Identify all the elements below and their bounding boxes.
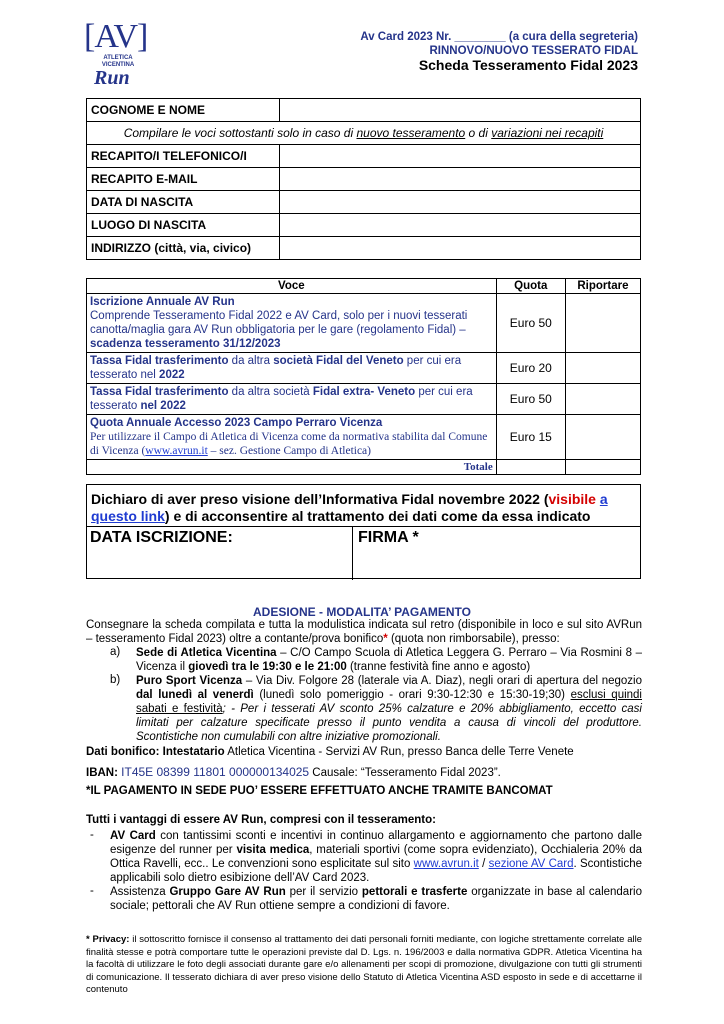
address-field[interactable] [280, 237, 641, 260]
name-field[interactable] [280, 99, 641, 122]
email-field[interactable] [280, 168, 641, 191]
fee-transfer-veneto: Tassa Fidal trasferimento da altra società Fidal del Veneto per cui era tesserato nel 2022 [87, 353, 497, 384]
page-title: Scheda Tesseramento Fidal 2023 [418, 57, 638, 73]
fee-amount: Euro 50 [496, 294, 565, 353]
column-header-voce: Voce [87, 279, 497, 294]
table-row [87, 99, 641, 122]
renewal-line: RINNOVO/NUOVO TESSERATO FIDAL [429, 45, 638, 57]
column-header-quota: Quota [496, 279, 565, 294]
signature-row [86, 526, 641, 580]
fee-transfer-extra-veneto: Tassa Fidal trasferimento da altra società Fidal extra- Veneto per cui era tesserato nel 2022 [87, 384, 497, 415]
logo-subtitle: ATLETICA VICENTINA [101, 55, 135, 68]
benefit-race-group: Assistenza Gruppo Gare AV Run per il servizio pettorali e trasferte organizzate in base al calendario sociale; pettorali che AV Run ottiene sempre a condizioni di favore. [110, 886, 642, 912]
field-label-birthplace: LUOGO DI NASCITA [87, 214, 280, 237]
table-row [87, 145, 641, 168]
report-field[interactable] [565, 294, 640, 353]
fee-field-access: Quota Annuale Accesso 2023 Campo Perraro Vicenza Per utilizzare il Campo di Atletica di Vicenza come da normativa stabilita dal Comune di Vicenza (www.avrun.it – sez. Gestione Campo di Atletica) [87, 415, 497, 460]
list-marker: a) [110, 646, 121, 658]
list-marker: - [90, 885, 94, 897]
list-item-sede: Sede di Atletica Vicentina – C/O Campo Scuola di Atletica Leggera G. Perraro – Via Rosmini 8 – Vicenza il giovedì tra le 19:30 e le 21:00 (tranne festività fine anno e agosto) [136, 647, 642, 673]
personal-data-table [86, 98, 641, 260]
fees-table [86, 278, 641, 475]
phone-field[interactable] [280, 145, 641, 168]
club-logo [84, 20, 154, 92]
fee-amount: Euro 15 [496, 415, 565, 460]
table-row [87, 191, 641, 214]
table-row [87, 168, 641, 191]
list-marker: - [90, 829, 94, 841]
benefit-av-card: AV Card con tantissimi sconti e incentivi in continuo allargamento e aggiornamento che partono dalle esigenze del runner per visita medica, materiali sportivi (come sopra evidenziato), Occhialeria 20% da Ottica Ravelli, ecc.. Le convenzioni sono esplicitate sul sito www.avrun.it / sezione AV Card. Scontistiche applicabili solo dietro esibizione dell’AV Card 2023. [110, 830, 642, 884]
consent-text: Dichiaro di aver preso visione dell’Informativa Fidal novembre 2022 (visibile a questo link) e di acconsentire al trattamento dei dati come da essa indicato [91, 491, 608, 524]
report-field[interactable] [565, 415, 640, 460]
table-row [87, 294, 641, 353]
table-row [87, 237, 641, 260]
logo-mark: [AV] [84, 18, 148, 55]
privacy-notice: * Privacy: il sottoscritto fornisce il consenso al trattamento dei dati personali forniti mediante, con logiche strettamente correlate alle finalità stesse e potrà comportare tutte le operazioni previste dal D. Lgs. n. 196/2003 e dalla normativa GDPR. Atletica Vicentina ha la facoltà di utilizzare le foto degli associati durante gare e/o allenamenti per scopi di promozione, divulgazione con tutti gli strumenti di comunicazione. Il tesserato dichiara di aver preso visione dello Statuto di Atletica Vicentina ASD esposto in sede e di accettarne il contenuto [86, 934, 642, 995]
registration-date-label: DATA ISCRIZIONE: [90, 529, 233, 546]
total-label: Totale [87, 460, 497, 475]
birthplace-field[interactable] [280, 214, 641, 237]
payment-note: *IL PAGAMENTO IN SEDE PUO’ ESSERE EFFETTUATO ANCHE TRAMITE BANCOMAT [86, 785, 553, 797]
report-field[interactable] [565, 353, 640, 384]
table-row [87, 384, 641, 415]
field-label-address: INDIRIZZO (città, via, civico) [87, 237, 280, 260]
total-amount [496, 460, 565, 475]
fee-amount: Euro 20 [496, 353, 565, 384]
delivery-instructions: Consegnare la scheda compilata e tutta la modulistica indicata sul retro (disponibile in loco e sul sito AVRun – tesseramento Fidal 2023) oltre a contante/prova bonifico* (quota non rimborsabile), presso: [86, 619, 642, 645]
birthdate-field[interactable] [280, 191, 641, 214]
logo-run: Run [94, 67, 130, 89]
fidal-info-link[interactable]: a questo link [91, 491, 608, 524]
fee-amount: Euro 50 [496, 384, 565, 415]
list-marker: b) [110, 674, 121, 686]
field-label-birthdate: DATA DI NASCITA [87, 191, 280, 214]
bank-transfer-info: Dati bonifico: Intestatario Atletica Vicentina - Servizi AV Run, presso Banca delle Terre Venete [86, 746, 574, 758]
table-row [87, 353, 641, 384]
total-report-field[interactable] [565, 460, 640, 475]
report-field[interactable] [565, 384, 640, 415]
av-card-section-link[interactable]: sezione AV Card [488, 858, 574, 870]
table-row [87, 122, 641, 145]
table-row [87, 415, 641, 460]
field-label-phone: RECAPITO/I TELEFONICO/I [87, 145, 280, 168]
list-item-puro-sport: Puro Sport Vicenza – Via Div. Folgore 28 (laterale via A. Diaz), negli orari di apertura del negozio dal lunedì al venerdì (lunedì solo pomeriggio - orari 9:30-12:30 e 15:30-19;30) esclusi quindi sabati e festività; - Per i tesserati AV sconto 25% calzature e 20% abbigliamento, eccetto casi limitati per calzature specificate presso il punto vendita a causa di vincoli del produttore. Scontistiche non cumulabili con altre iniziative promozionali. [136, 675, 642, 743]
table-row-total [87, 460, 641, 475]
avrun-site-link[interactable]: www.avrun.it [413, 858, 479, 870]
table-header-row [87, 279, 641, 294]
signature-label: FIRMA * [358, 529, 419, 546]
column-header-riportare: Riportare [565, 279, 640, 294]
consent-box [86, 484, 641, 579]
fill-instruction: Compilare le voci sottostanti solo in caso di nuovo tesseramento o di variazioni nei recapiti [87, 122, 641, 145]
field-label-email: RECAPITO E-MAIL [87, 168, 280, 191]
benefits-title: Tutti i vantaggi di essere AV Run, compresi con il tesseramento: [86, 814, 436, 826]
av-card-number-line: Av Card 2023 Nr. ________ (a cura della segreteria) [360, 31, 638, 43]
section-title-payment: ADESIONE - MODALITA’ PAGAMENTO [252, 605, 471, 619]
table-row [87, 214, 641, 237]
avrun-link[interactable]: www.avrun.it [145, 445, 208, 457]
iban-code: IT45E 08399 11801 000000134025 [121, 765, 310, 779]
iban-line: IBAN: IT45E 08399 11801 000000134025 Causale: “Tesseramento Fidal 2023”. [86, 765, 501, 779]
fee-annual-membership: Iscrizione Annuale AV Run Comprende Tesseramento Fidal 2022 e AV Card, solo per i nuovi tesserati canotta/maglia gara AV Run obbligatoria per le gare (regolamento Fidal) – scadenza tesseramento 31/12/2023 [87, 294, 497, 353]
registration-date-cell[interactable] [86, 527, 353, 580]
field-label-name: COGNOME E NOME [87, 99, 280, 122]
